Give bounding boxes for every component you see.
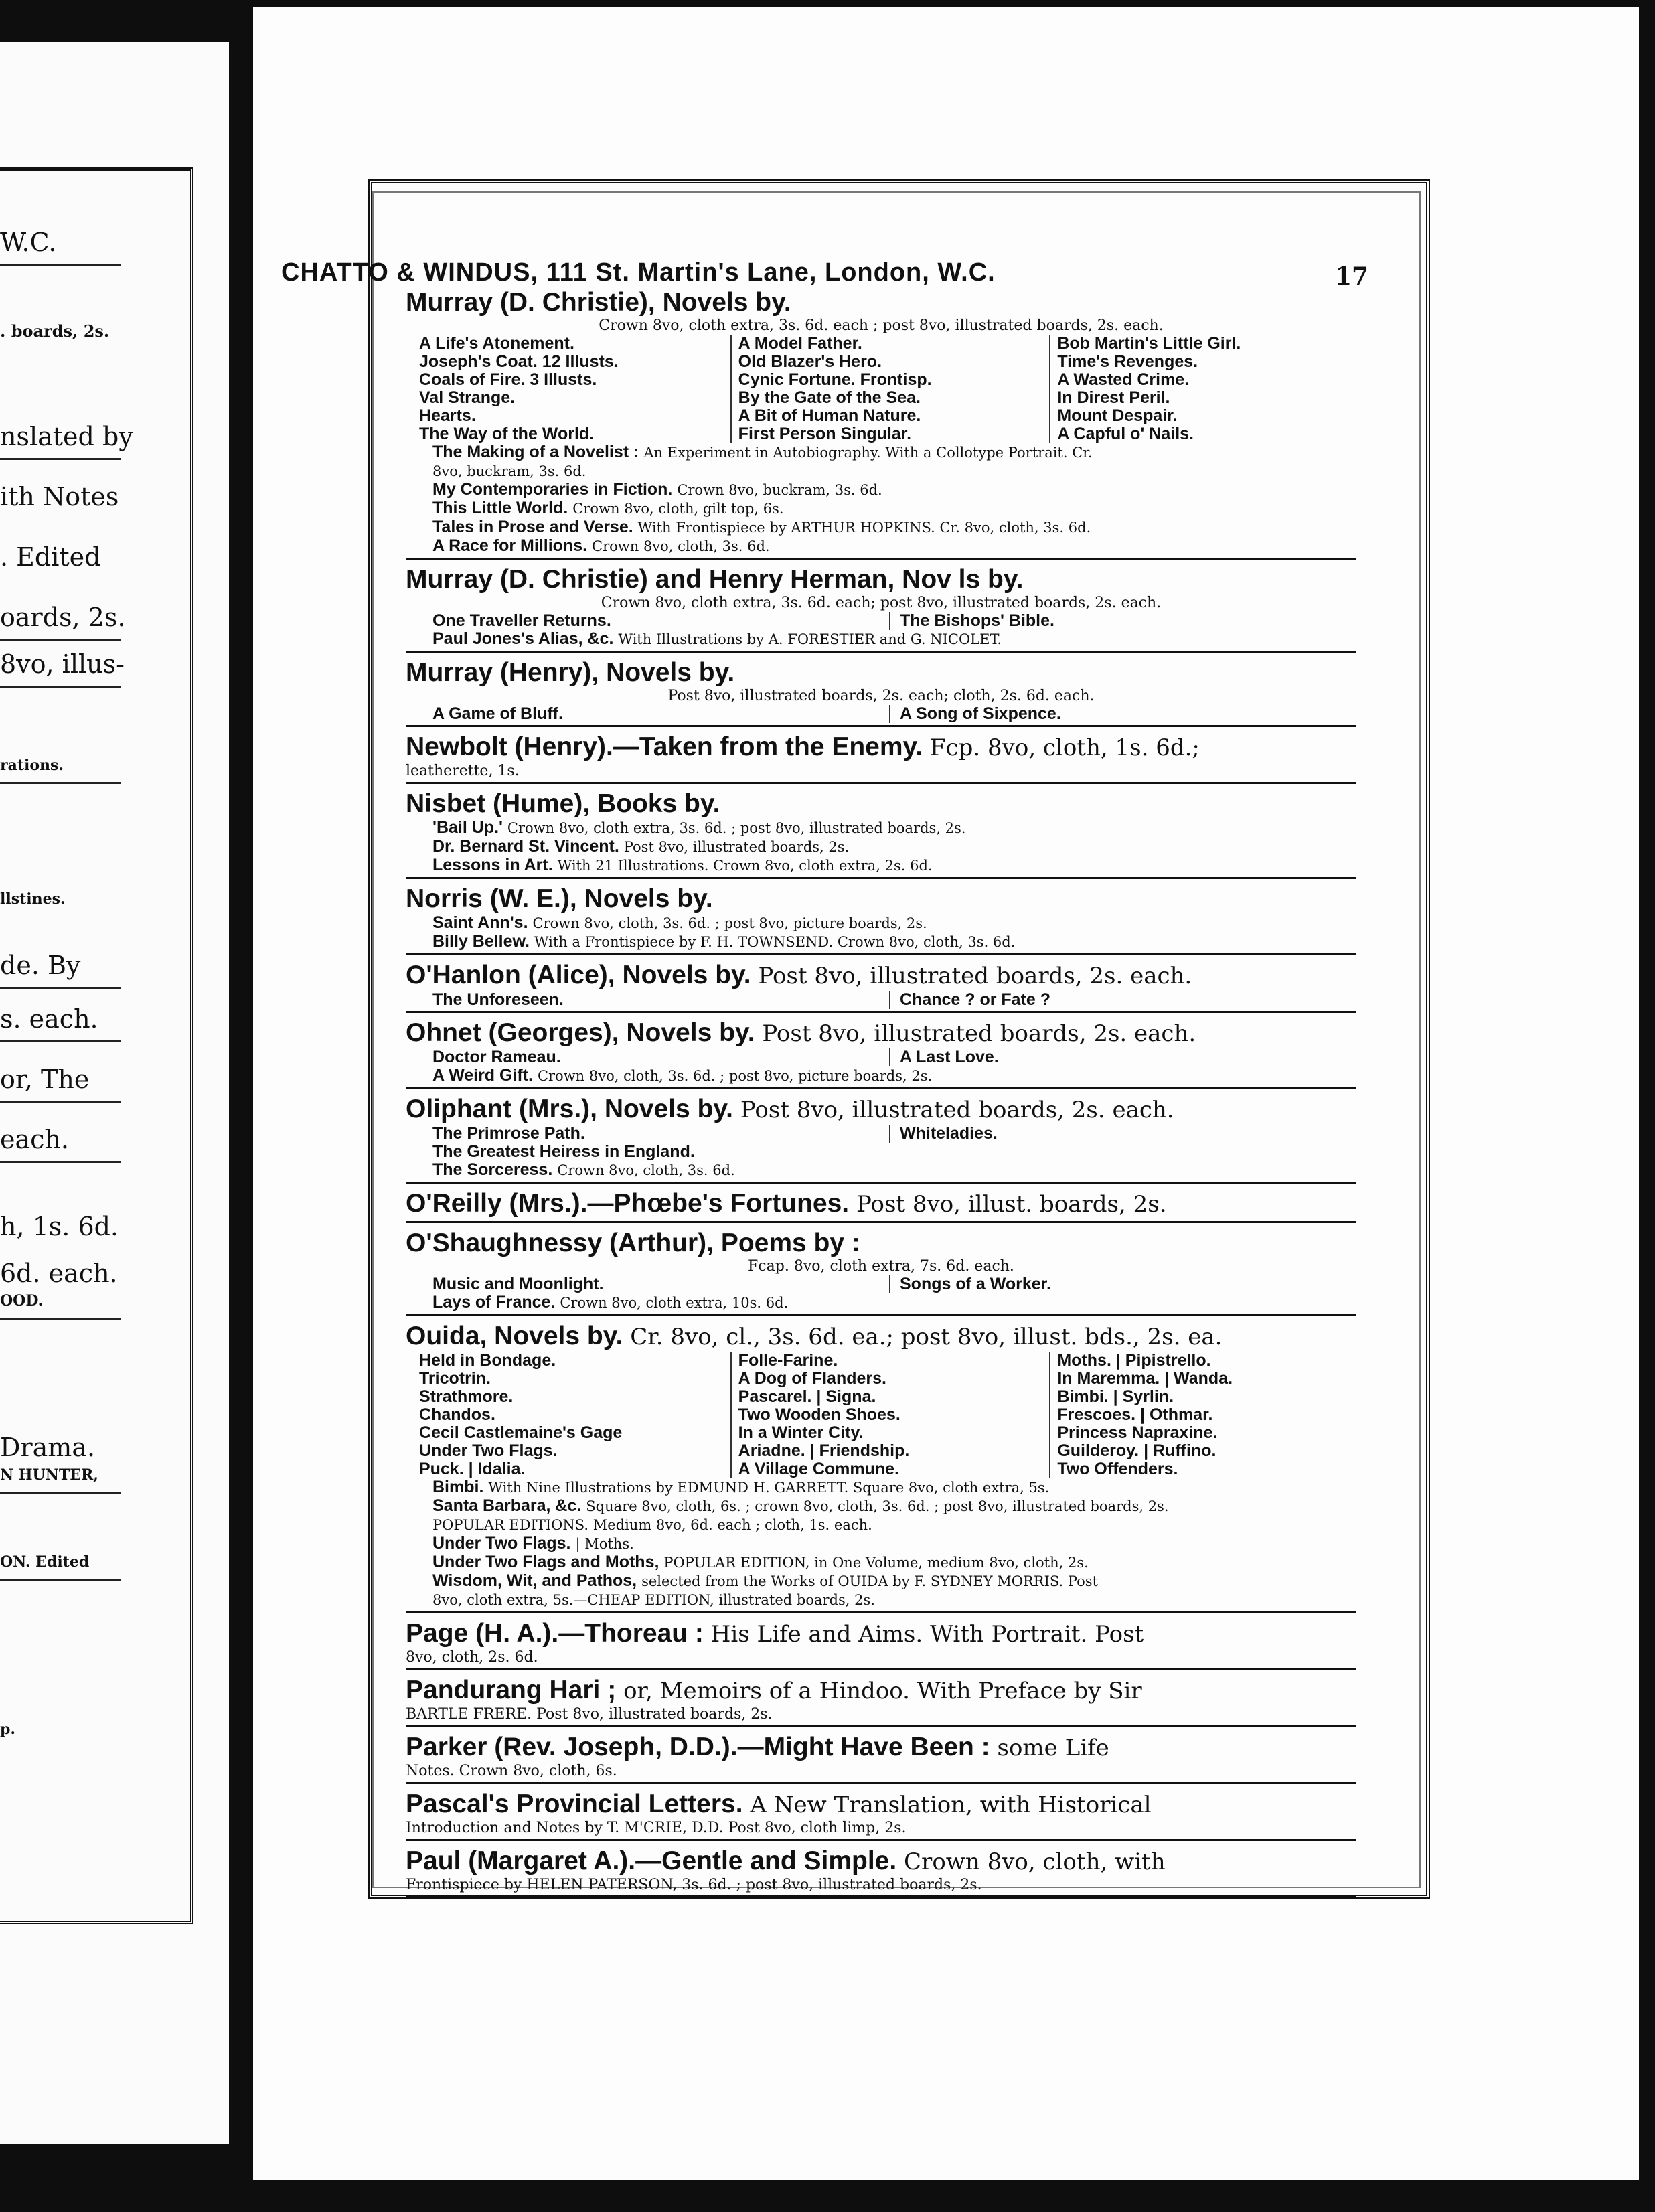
section-rule bbox=[406, 1011, 1356, 1013]
entry-heading bbox=[406, 1619, 1356, 1649]
catalogue-entry bbox=[406, 1095, 1356, 1184]
edition-note: Post 8vo, illustrated boards, 2s. each; cloth, 2s. 6d. each. bbox=[667, 688, 1095, 704]
title-pair bbox=[406, 612, 1356, 630]
book-title: Ariadne. | Friendship. bbox=[738, 1441, 910, 1460]
book-title: Billy Bellew. bbox=[432, 932, 530, 951]
book-details: Crown 8vo, cloth extra, 10s. 6d. bbox=[560, 1295, 789, 1311]
book-details: selected from the Works of OUIDA by F. SYDNEY MORRIS. Post bbox=[641, 1573, 1099, 1589]
title-columns bbox=[406, 335, 1356, 443]
title-pair bbox=[406, 991, 1356, 1009]
book-title: A Life's Atonement. bbox=[419, 334, 574, 353]
book-title: Frescoes. | Othmar. bbox=[1057, 1405, 1213, 1424]
book-details: Crown 8vo, buckram, 3s. 6d. bbox=[677, 482, 882, 498]
book-title: Old Blazer's Hero. bbox=[738, 352, 882, 371]
book-title: One Traveller Returns. bbox=[432, 611, 611, 630]
entry-continuation: Frontispiece by HELEN PATERSON, 3s. 6d. ; post 8vo, illustrated boards, 2s. bbox=[406, 1877, 982, 1893]
book-title: The Way of the World. bbox=[419, 424, 595, 443]
book-listing bbox=[406, 518, 1356, 537]
entry-heading bbox=[406, 1018, 1356, 1048]
book-title: A Weird Gift. bbox=[432, 1066, 533, 1085]
title-pair-cell bbox=[432, 1048, 889, 1066]
book-title: Doctor Rameau. bbox=[432, 1048, 561, 1066]
author-heading: Parker (Rev. Joseph, D.D.).—Might Have Been : bbox=[406, 1733, 990, 1761]
title-pair bbox=[406, 1275, 1356, 1293]
author-heading: Oliphant (Mrs.), Novels by. bbox=[406, 1095, 734, 1123]
left-page-rule bbox=[0, 987, 121, 989]
book-listing bbox=[406, 481, 1356, 499]
left-page-line: oards, 2s. bbox=[0, 603, 126, 632]
catalogue-entry bbox=[406, 658, 1356, 727]
edition-note: Crown 8vo, cloth extra, 3s. 6d. each ; post 8vo, illustrated boards, 2s. each. bbox=[599, 317, 1164, 334]
book-title: Guilderoy. | Ruffino. bbox=[1057, 1441, 1216, 1460]
book-title: A Wasted Crime. bbox=[1057, 370, 1190, 389]
book-details: With 21 Illustrations. Crown 8vo, cloth extra, 2s. 6d. bbox=[557, 858, 933, 874]
book-details: 8vo, cloth extra, 5s.—CHEAP EDITION, illustrated boards, 2s. bbox=[432, 1592, 875, 1608]
book-listing bbox=[406, 1516, 1356, 1534]
catalogue-entry bbox=[406, 1018, 1356, 1089]
catalogue-entry bbox=[406, 565, 1356, 653]
left-page-rule bbox=[0, 639, 121, 641]
book-title: Chance ? or Fate ? bbox=[900, 990, 1051, 1009]
title-columns bbox=[406, 1352, 1356, 1478]
book-details: | Moths. bbox=[575, 1536, 634, 1552]
book-title: In Maremma. | Wanda. bbox=[1057, 1369, 1233, 1388]
entry-heading bbox=[406, 961, 1356, 991]
section-rule bbox=[406, 1221, 1356, 1223]
book-listing bbox=[406, 1497, 1356, 1516]
author-heading: Murray (Henry), Novels by. bbox=[406, 658, 735, 687]
heading-description: Post 8vo, illustrated boards, 2s. each. bbox=[762, 1020, 1196, 1047]
left-page-line: W.C. bbox=[0, 228, 57, 257]
book-details: 8vo, buckram, 3s. 6d. bbox=[432, 463, 586, 479]
left-page-line: OOD. bbox=[0, 1292, 44, 1310]
book-details: POPULAR EDITION, in One Volume, medium 8vo, cloth, 2s. bbox=[663, 1555, 1089, 1571]
book-title: Cynic Fortune. Frontisp. bbox=[738, 370, 932, 389]
author-heading: Murray (D. Christie), Novels by. bbox=[406, 288, 791, 317]
title-pair-cell bbox=[432, 1275, 889, 1293]
entry-heading bbox=[406, 732, 1356, 763]
catalogue-entry bbox=[406, 1619, 1356, 1670]
catalogue-entry bbox=[406, 288, 1356, 560]
left-page bbox=[0, 42, 229, 2144]
left-page-line: N HUNTER, bbox=[0, 1466, 98, 1484]
running-header: CHATTO & WINDUS, 111 St. Martin's Lane, London, W.C. bbox=[281, 258, 996, 287]
book-title: By the Gate of the Sea. bbox=[738, 388, 921, 407]
heading-description: Cr. 8vo, cl., 3s. 6d. ea.; post 8vo, illust. bds., 2s. ea. bbox=[630, 1324, 1223, 1350]
title-pair-cell bbox=[432, 612, 889, 630]
entry-heading bbox=[406, 1189, 1356, 1219]
book-title: Lessons in Art. bbox=[432, 856, 553, 874]
entry-heading bbox=[406, 288, 1356, 317]
book-title: Wisdom, Wit, and Pathos, bbox=[432, 1571, 637, 1590]
section-rule bbox=[406, 1896, 1356, 1898]
book-listing bbox=[406, 914, 1356, 933]
title-column bbox=[406, 1352, 718, 1478]
left-page-line: Drama. bbox=[0, 1433, 96, 1462]
author-heading: O'Hanlon (Alice), Novels by. bbox=[406, 961, 751, 990]
catalogue-entry bbox=[406, 1676, 1356, 1727]
book-title: The Making of a Novelist : bbox=[432, 443, 639, 461]
title-pair-cell bbox=[889, 612, 1356, 630]
book-title: Under Two Flags. bbox=[419, 1441, 558, 1460]
book-title: The Sorceress. bbox=[432, 1160, 553, 1179]
book-details: With a Frontispiece by F. H. TOWNSEND. Crown 8vo, cloth, 3s. 6d. bbox=[534, 934, 1016, 950]
title-pair bbox=[406, 1125, 1356, 1143]
left-page-line: ith Notes bbox=[0, 482, 119, 511]
left-page-line: llstines. bbox=[0, 890, 66, 908]
book-listing bbox=[406, 1143, 1356, 1161]
title-pair-cell bbox=[889, 991, 1356, 1009]
book-title: Cecil Castlemaine's Gage bbox=[419, 1423, 623, 1442]
book-details: With Illustrations by A. FORESTIER and G. NICOLET. bbox=[618, 631, 1002, 647]
book-title: Saint Ann's. bbox=[432, 913, 528, 932]
section-rule bbox=[406, 1314, 1356, 1316]
entry-heading bbox=[406, 1095, 1356, 1125]
author-heading: Pandurang Hari ; bbox=[406, 1676, 617, 1705]
title-pair-cell bbox=[889, 1125, 1356, 1143]
entry-heading bbox=[406, 1322, 1356, 1352]
left-page-line: ON. Edited bbox=[0, 1553, 90, 1571]
entry-heading bbox=[406, 1229, 1356, 1258]
book-listing bbox=[406, 1553, 1356, 1572]
book-title: Dr. Bernard St. Vincent. bbox=[432, 837, 619, 856]
book-details: With Frontispiece by ARTHUR HOPKINS. Cr. 8vo, cloth, 3s. 6d. bbox=[637, 520, 1091, 536]
book-listing bbox=[406, 499, 1356, 518]
title-pair-cell bbox=[432, 1125, 889, 1143]
page-number: 17 bbox=[1335, 262, 1369, 291]
book-title: A Dog of Flanders. bbox=[738, 1369, 886, 1388]
heading-description: Fcp. 8vo, cloth, 1s. 6d.; bbox=[930, 734, 1200, 761]
title-pair-cell bbox=[432, 705, 889, 723]
catalogue-entry bbox=[406, 1790, 1356, 1841]
book-listing bbox=[406, 1161, 1356, 1180]
book-details: Post 8vo, illustrated boards, 2s. bbox=[623, 839, 850, 855]
book-listing bbox=[406, 1591, 1356, 1609]
book-title: First Person Singular. bbox=[738, 424, 912, 443]
book-details: Square 8vo, cloth, 6s. ; crown 8vo, cloth, 3s. 6d. ; post 8vo, illustrated boards, 2s. bbox=[586, 1498, 1169, 1514]
entry-heading bbox=[406, 789, 1356, 819]
left-page-rule bbox=[0, 686, 121, 688]
left-page-line: . Edited bbox=[0, 542, 101, 572]
heading-description: His Life and Aims. With Portrait. Post bbox=[710, 1621, 1144, 1648]
book-title: 'Bail Up.' bbox=[432, 818, 503, 837]
heading-description: A New Translation, with Historical bbox=[750, 1792, 1152, 1818]
book-title: A Last Love. bbox=[900, 1048, 999, 1066]
book-title: A Village Commune. bbox=[738, 1459, 900, 1478]
book-listing bbox=[406, 933, 1356, 951]
heading-description: Post 8vo, illust. boards, 2s. bbox=[856, 1191, 1167, 1218]
section-rule bbox=[406, 1087, 1356, 1089]
book-listing bbox=[406, 1478, 1356, 1497]
section-rule bbox=[406, 1782, 1356, 1784]
edition-note: Crown 8vo, cloth extra, 3s. 6d. each; post 8vo, illustrated boards, 2s. each. bbox=[601, 595, 1162, 611]
catalogue-entry bbox=[406, 1229, 1356, 1316]
edition-note: Fcap. 8vo, cloth extra, 7s. 6d. each. bbox=[748, 1258, 1014, 1275]
book-title: Two Wooden Shoes. bbox=[738, 1405, 900, 1424]
book-listing bbox=[406, 819, 1356, 838]
book-title: Time's Revenges. bbox=[1057, 352, 1198, 371]
title-column bbox=[730, 1352, 1038, 1478]
book-title: Strathmore. bbox=[419, 1387, 514, 1406]
book-listing bbox=[406, 838, 1356, 856]
book-title: Mount Despair. bbox=[1057, 406, 1178, 425]
author-heading: O'Reilly (Mrs.).—Phœbe's Fortunes. bbox=[406, 1189, 850, 1218]
book-listing bbox=[406, 1293, 1356, 1312]
entry-heading bbox=[406, 1733, 1356, 1763]
book-title: Whiteladies. bbox=[900, 1124, 998, 1143]
catalogue-entry bbox=[406, 1846, 1356, 1898]
entry-continuation: 8vo, cloth, 2s. 6d. bbox=[406, 1649, 538, 1666]
book-title: Princess Napraxine. bbox=[1057, 1423, 1218, 1442]
book-details: Crown 8vo, cloth, gilt top, 6s. bbox=[572, 501, 784, 517]
book-listing bbox=[406, 462, 1356, 481]
entry-heading bbox=[406, 658, 1356, 688]
book-title: A Model Father. bbox=[738, 334, 862, 353]
left-page-line: each. bbox=[0, 1125, 69, 1154]
book-details: Crown 8vo, cloth, 3s. 6d. ; post 8vo, picture boards, 2s. bbox=[532, 915, 927, 931]
section-rule bbox=[406, 877, 1356, 879]
book-title: This Little World. bbox=[432, 499, 568, 518]
book-listing bbox=[406, 1534, 1356, 1553]
catalogue-entry bbox=[406, 1189, 1356, 1223]
book-listing bbox=[406, 630, 1356, 649]
author-heading: Nisbet (Hume), Books by. bbox=[406, 789, 720, 818]
entry-heading bbox=[406, 565, 1356, 595]
book-title: Paul Jones's Alias, &c. bbox=[432, 629, 614, 648]
entry-heading bbox=[406, 884, 1356, 914]
title-pair-cell bbox=[889, 1048, 1356, 1066]
catalogue-body bbox=[406, 288, 1356, 1903]
section-rule bbox=[406, 725, 1356, 727]
author-heading: Ouida, Novels by. bbox=[406, 1322, 623, 1350]
book-title: Tricotrin. bbox=[419, 1369, 491, 1388]
section-rule bbox=[406, 1611, 1356, 1613]
book-title: Puck. | Idalia. bbox=[419, 1459, 526, 1478]
book-details: Crown 8vo, cloth, 3s. 6d. bbox=[557, 1162, 735, 1178]
book-title: Moths. | Pipistrello. bbox=[1057, 1351, 1211, 1370]
left-page-line: . boards, 2s. bbox=[0, 321, 110, 341]
book-title: The Primrose Path. bbox=[432, 1124, 585, 1143]
book-details: With Nine Illustrations by EDMUND H. GARRETT. Square 8vo, cloth extra, 5s. bbox=[488, 1480, 1050, 1496]
title-pair bbox=[406, 705, 1356, 723]
book-title: Bob Martin's Little Girl. bbox=[1057, 334, 1241, 353]
entry-continuation: leatherette, 1s. bbox=[406, 763, 520, 779]
author-heading: Ohnet (Georges), Novels by. bbox=[406, 1018, 755, 1047]
book-title: Under Two Flags and Moths, bbox=[432, 1553, 659, 1571]
entry-continuation: Notes. Crown 8vo, cloth, 6s. bbox=[406, 1763, 617, 1780]
heading-description: Post 8vo, illustrated boards, 2s. each. bbox=[758, 963, 1192, 990]
heading-description: Crown 8vo, cloth, with bbox=[904, 1848, 1166, 1875]
left-page-rule bbox=[0, 1318, 121, 1320]
book-title: A Race for Millions. bbox=[432, 536, 588, 555]
section-rule bbox=[406, 558, 1356, 560]
section-rule bbox=[406, 1839, 1356, 1841]
left-page-line: p. bbox=[0, 1721, 16, 1738]
book-listing bbox=[406, 1066, 1356, 1085]
book-title: Folle-Farine. bbox=[738, 1351, 838, 1370]
book-title: Hearts. bbox=[419, 406, 476, 425]
book-title: Chandos. bbox=[419, 1405, 495, 1424]
catalogue-entry bbox=[406, 961, 1356, 1013]
author-heading: Page (H. A.).—Thoreau : bbox=[406, 1619, 704, 1648]
book-title: Coals of Fire. 3 Illusts. bbox=[419, 370, 597, 389]
entry-heading bbox=[406, 1846, 1356, 1877]
book-title: Joseph's Coat. 12 Illusts. bbox=[419, 352, 619, 371]
author-heading: Pascal's Provincial Letters. bbox=[406, 1790, 743, 1818]
section-rule bbox=[406, 651, 1356, 653]
author-heading: O'Shaughnessy (Arthur), Poems by : bbox=[406, 1229, 860, 1257]
book-details: Crown 8vo, cloth, 3s. 6d. bbox=[592, 538, 770, 554]
catalogue-entry bbox=[406, 732, 1356, 784]
catalogue-entry bbox=[406, 789, 1356, 879]
left-page-rule bbox=[0, 1161, 121, 1163]
left-page-line: h, 1s. 6d. bbox=[0, 1212, 119, 1241]
book-title: Two Offenders. bbox=[1057, 1459, 1178, 1478]
left-page-line: de. By bbox=[0, 951, 81, 980]
left-page-line: s. each. bbox=[0, 1004, 98, 1034]
book-title: Bimbi. bbox=[432, 1478, 484, 1496]
title-pair-cell bbox=[889, 1275, 1356, 1293]
book-title: Lays of France. bbox=[432, 1293, 556, 1312]
section-rule bbox=[406, 1182, 1356, 1184]
heading-description: Post 8vo, illustrated boards, 2s. each. bbox=[740, 1097, 1174, 1123]
left-page-rule bbox=[0, 782, 121, 784]
book-title: In Direst Peril. bbox=[1057, 388, 1170, 407]
entry-continuation: Introduction and Notes by T. M'CRIE, D.D. Post 8vo, cloth limp, 2s. bbox=[406, 1820, 907, 1836]
book-title: My Contemporaries in Fiction. bbox=[432, 480, 673, 499]
left-page-line: rations. bbox=[0, 757, 64, 774]
left-page-rule bbox=[0, 1040, 121, 1042]
title-column bbox=[406, 335, 718, 443]
section-rule bbox=[406, 1668, 1356, 1670]
section-rule bbox=[406, 953, 1356, 955]
catalogue-entry bbox=[406, 884, 1356, 955]
book-title: Tales in Prose and Verse. bbox=[432, 518, 633, 536]
title-column bbox=[1049, 1352, 1356, 1478]
heading-description: or, Memoirs of a Hindoo. With Preface by Sir bbox=[623, 1678, 1142, 1705]
book-title: Bimbi. | Syrlin. bbox=[1057, 1387, 1174, 1406]
entry-heading bbox=[406, 1790, 1356, 1820]
entry-heading bbox=[406, 1676, 1356, 1706]
author-heading: Newbolt (Henry).—Taken from the Enemy. bbox=[406, 732, 923, 761]
book-title: Val Strange. bbox=[419, 388, 516, 407]
entry-continuation: BARTLE FRERE. Post 8vo, illustrated boards, 2s. bbox=[406, 1706, 773, 1723]
author-heading: Norris (W. E.), Novels by. bbox=[406, 884, 713, 913]
book-title: Santa Barbara, &c. bbox=[432, 1496, 582, 1515]
book-listing bbox=[406, 856, 1356, 875]
book-title: In a Winter City. bbox=[738, 1423, 864, 1442]
left-page-line: 8vo, illus- bbox=[0, 649, 125, 679]
book-title: Under Two Flags. bbox=[432, 1534, 571, 1553]
title-pair bbox=[406, 1048, 1356, 1066]
section-rule bbox=[406, 782, 1356, 784]
left-page-line: nslated by bbox=[0, 422, 133, 451]
book-details: POPULAR EDITIONS. Medium 8vo, 6d. each ; cloth, 1s. each. bbox=[432, 1517, 872, 1533]
left-page-rule bbox=[0, 458, 121, 460]
book-title: Held in Bondage. bbox=[419, 1351, 556, 1370]
book-title: The Unforeseen. bbox=[432, 990, 564, 1009]
section-rule bbox=[406, 1725, 1356, 1727]
catalogue-entry bbox=[406, 1733, 1356, 1784]
author-heading: Paul (Margaret A.).—Gentle and Simple. bbox=[406, 1846, 897, 1875]
left-page-rule bbox=[0, 1101, 121, 1103]
title-pair-cell bbox=[889, 705, 1356, 723]
heading-description: some Life bbox=[997, 1735, 1109, 1761]
title-pair-cell bbox=[432, 991, 889, 1009]
book-title: A Song of Sixpence. bbox=[900, 704, 1061, 723]
title-column bbox=[730, 335, 1038, 443]
left-page-line: 6d. each. bbox=[0, 1259, 118, 1288]
book-listing bbox=[406, 1572, 1356, 1591]
left-page-rule bbox=[0, 1579, 121, 1581]
left-page-rule bbox=[0, 1492, 121, 1494]
book-title: The Bishops' Bible. bbox=[900, 611, 1054, 630]
book-title: Pascarel. | Signa. bbox=[738, 1387, 876, 1406]
left-page-rule bbox=[0, 264, 121, 266]
left-page-line: or, The bbox=[0, 1064, 90, 1094]
catalogue-entry bbox=[406, 1322, 1356, 1613]
book-title: A Capful o' Nails. bbox=[1057, 424, 1194, 443]
book-details: An Experiment in Autobiography. With a Collotype Portrait. Cr. bbox=[643, 445, 1093, 461]
author-heading: Murray (D. Christie) and Henry Herman, Nov ls by. bbox=[406, 565, 1024, 594]
book-title: A Game of Bluff. bbox=[432, 704, 563, 723]
title-column bbox=[1049, 335, 1356, 443]
book-title: Songs of a Worker. bbox=[900, 1275, 1051, 1293]
book-details: Crown 8vo, cloth, 3s. 6d. ; post 8vo, picture boards, 2s. bbox=[537, 1068, 933, 1084]
book-listing bbox=[406, 537, 1356, 556]
book-details: Crown 8vo, cloth extra, 3s. 6d. ; post 8vo, illustrated boards, 2s. bbox=[507, 820, 966, 836]
book-title: The Greatest Heiress in England. bbox=[432, 1142, 695, 1161]
book-listing bbox=[406, 443, 1356, 462]
book-title: Music and Moonlight. bbox=[432, 1275, 604, 1293]
book-title: A Bit of Human Nature. bbox=[738, 406, 921, 425]
